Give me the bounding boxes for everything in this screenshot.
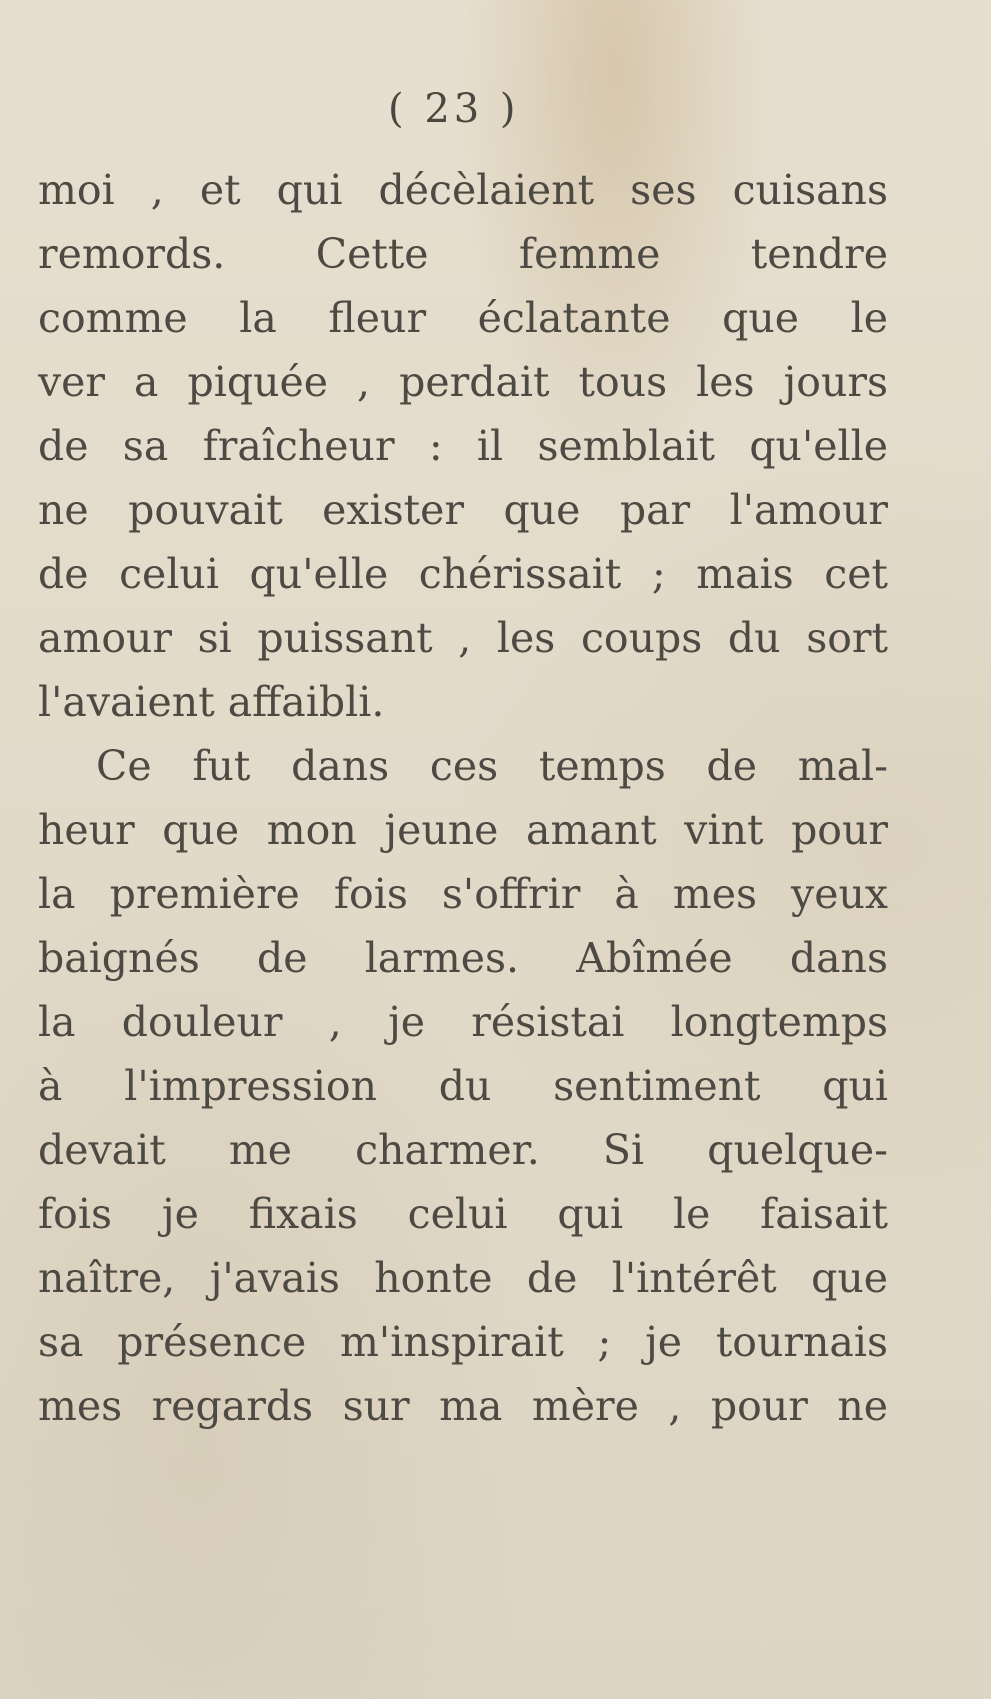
text-line: de celui qu'elle chérissait ; mais cet xyxy=(38,550,888,598)
text-line: la douleur , je résistai longtemps xyxy=(38,998,888,1046)
text-line: la première fois s'offrir à mes yeux xyxy=(38,870,888,918)
text-line: naître, j'avais honte de l'intérêt que xyxy=(38,1254,888,1302)
text-line: de sa fraîcheur : il semblait qu'elle xyxy=(38,422,888,470)
paragraph-end-line: l'avaient affaibli. xyxy=(38,678,385,726)
paragraph-start-line: Ce fut dans ces temps de mal- xyxy=(96,742,888,790)
text-line: devait me charmer. Si quelque- xyxy=(38,1126,888,1174)
text-line: fois je fixais celui qui le faisait xyxy=(38,1190,888,1238)
text-line: amour si puissant , les coups du sort xyxy=(38,614,888,662)
text-line: ne pouvait exister que par l'amour xyxy=(38,486,888,534)
text-line: ver a piquée , perdait tous les jours xyxy=(38,358,888,406)
text-line: sa présence m'inspirait ; je tournais xyxy=(38,1318,888,1366)
text-line: remords. Cette femme tendre xyxy=(38,230,888,278)
text-line: heur que mon jeune amant vint pour xyxy=(38,806,888,854)
text-line: baignés de larmes. Abîmée dans xyxy=(38,934,888,982)
text-line: comme la fleur éclatante que le xyxy=(38,294,888,342)
text-line: moi , et qui décèlaient ses cuisans xyxy=(38,166,888,214)
text-line: à l'impression du sentiment qui xyxy=(38,1062,888,1110)
text-line: mes regards sur ma mère , pour ne xyxy=(38,1382,888,1430)
page-text xyxy=(38,158,888,1438)
page-number: ( 23 ) xyxy=(388,86,520,132)
